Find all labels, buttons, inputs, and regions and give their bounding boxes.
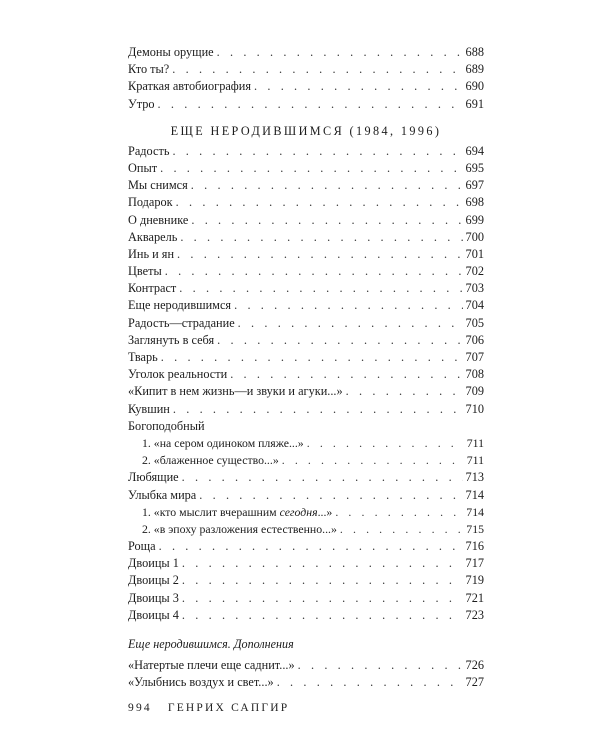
entry-title: Тварь <box>128 350 158 364</box>
dot-leader <box>172 61 462 78</box>
toc-entry <box>128 572 484 589</box>
dot-leader <box>176 194 463 211</box>
toc-entry <box>128 263 484 280</box>
entry-title: Акварель <box>128 229 178 244</box>
subentry-title: 2. «блаженное существо...» <box>142 453 279 468</box>
dot-leader <box>217 44 463 61</box>
dot-leader <box>177 246 463 263</box>
dot-leader <box>340 521 463 538</box>
entry-page: 691 <box>465 96 484 111</box>
subentry-title-italic: сегодня <box>279 504 318 519</box>
entry-page: 703 <box>465 281 484 296</box>
entry-title: О дневнике <box>128 212 189 227</box>
entry-page: 716 <box>465 539 484 554</box>
dot-leader <box>172 143 462 160</box>
toc-entry <box>128 212 484 229</box>
entry-title: Уголок реальности <box>128 367 228 382</box>
dot-leader <box>158 96 463 113</box>
dot-leader <box>277 674 463 691</box>
entry-page: 694 <box>465 143 484 158</box>
dot-leader <box>182 469 463 486</box>
entry-title: Двоицы 3 <box>128 590 179 605</box>
dot-leader <box>230 366 462 383</box>
dot-leader <box>298 657 463 674</box>
toc-entry <box>128 61 484 78</box>
entry-title: «Улыбнись воздух и свет...» <box>128 675 274 690</box>
entry-page: 711 <box>466 453 484 468</box>
toc-entry <box>128 143 484 160</box>
toc-entry <box>128 96 484 113</box>
toc-entry <box>128 366 484 383</box>
dot-leader <box>254 78 463 95</box>
dot-leader <box>180 229 462 246</box>
subentry-title-prefix: 1. «кто мыслит вчерашним <box>142 504 280 519</box>
dot-leader <box>159 538 463 555</box>
entry-title: Радость <box>128 143 170 158</box>
toc-entry <box>128 246 484 263</box>
entry-page: 702 <box>465 264 484 279</box>
toc-entry <box>128 297 484 314</box>
entry-page: 726 <box>465 658 484 672</box>
entry-page: 698 <box>465 195 484 210</box>
entry-title: Опыт <box>128 160 158 175</box>
entry-title: Улыбка мира <box>128 487 197 502</box>
entry-title: Двоицы 4 <box>128 607 179 622</box>
toc-entry <box>128 332 484 349</box>
entry-title: Инь и ян <box>128 246 175 261</box>
running-head-author: ГЕНРИХ САПГИР <box>167 702 290 714</box>
entry-title: Цветы <box>128 264 162 279</box>
entry-title: Краткая автобиография <box>128 79 251 94</box>
group-title: Богоподобный <box>128 418 205 433</box>
entry-page: 727 <box>465 675 484 690</box>
toc-entry <box>128 280 484 297</box>
toc-entry <box>128 160 484 177</box>
entry-title: Демоны орущие <box>128 45 214 59</box>
entry-page: 707 <box>465 350 484 364</box>
entry-page: 709 <box>465 384 484 399</box>
dot-leader <box>191 177 463 194</box>
entry-title: Заглянуть в себя <box>128 332 215 347</box>
entry-page: 699 <box>465 212 484 227</box>
toc-entry <box>128 607 484 624</box>
entry-page: 714 <box>466 504 484 519</box>
entry-page: 723 <box>465 607 484 622</box>
dot-leader <box>160 160 462 177</box>
entry-page: 705 <box>465 315 484 330</box>
entry-title: Подарок <box>128 195 173 210</box>
toc-entry <box>128 555 484 572</box>
entry-page: 690 <box>465 79 484 94</box>
dot-leader <box>182 555 463 572</box>
subentry-title: 1. «на сером одиноком пляже...» <box>142 435 304 450</box>
toc-subentry <box>128 504 484 521</box>
supplement-title: Еще неродившимся. Дополнения <box>128 637 294 651</box>
toc-entry <box>128 538 484 555</box>
toc-entry <box>128 401 484 418</box>
dot-leader <box>182 607 463 624</box>
dot-leader <box>173 401 463 418</box>
entry-title: Двоицы 1 <box>128 556 179 571</box>
toc-subentry <box>128 452 484 469</box>
entry-title: Мы снимся <box>128 178 188 193</box>
entry-page: 710 <box>465 401 484 416</box>
toc-entry <box>128 674 484 691</box>
toc-entry <box>128 383 484 400</box>
section-title: ЕЩЕ НЕРОДИВШИМСЯ (1984, 1996) <box>170 123 442 138</box>
toc-subentry <box>128 435 484 452</box>
entry-title: Любящие <box>128 470 179 485</box>
subentry-title <box>142 504 332 521</box>
entry-page: 688 <box>465 45 484 59</box>
entry-page: 715 <box>466 521 484 536</box>
toc-entry <box>128 657 484 674</box>
entry-title: Двоицы 2 <box>128 573 179 588</box>
subentry-title-suffix: ...» <box>317 504 333 519</box>
dot-leader <box>179 280 462 297</box>
entry-page: 704 <box>465 298 484 313</box>
entry-page: 717 <box>465 556 484 571</box>
page-footer <box>128 702 305 714</box>
dot-leader <box>307 435 464 452</box>
dot-leader <box>234 297 462 314</box>
toc-entry <box>128 469 484 486</box>
dot-leader <box>346 383 463 400</box>
entry-page: 701 <box>465 246 484 261</box>
dot-leader <box>161 349 463 366</box>
entry-title: Кто ты? <box>128 62 170 77</box>
entry-title: Радость—страдание <box>128 315 235 330</box>
entry-title: «Натертые плечи еще саднит...» <box>128 658 295 672</box>
page-number: 994 <box>128 702 152 714</box>
table-of-contents <box>128 44 484 691</box>
entry-page: 721 <box>465 590 484 605</box>
entry-title: Контраст <box>128 281 177 296</box>
entry-page: 689 <box>465 62 484 77</box>
dot-leader <box>199 487 462 504</box>
subentry-title: 2. «в эпоху разложения естественно...» <box>142 521 337 536</box>
entry-title: Кувшин <box>128 401 170 416</box>
toc-entry <box>128 487 484 504</box>
entry-title: Роща <box>128 539 156 554</box>
dot-leader <box>182 572 463 589</box>
toc-group-title <box>128 418 484 435</box>
entry-page: 719 <box>465 573 484 588</box>
toc-entry <box>128 590 484 607</box>
dot-leader <box>282 452 464 469</box>
entry-title: «Кипит в нем жизнь—и звуки и агуки...» <box>128 384 343 399</box>
entry-page: 706 <box>465 332 484 347</box>
entry-page: 695 <box>465 160 484 175</box>
toc-entry <box>128 194 484 211</box>
toc-entry <box>128 229 484 246</box>
dot-leader <box>165 263 463 280</box>
dot-leader <box>182 590 463 607</box>
dot-leader <box>217 332 462 349</box>
entry-page: 714 <box>465 487 484 502</box>
entry-page: 711 <box>466 435 484 450</box>
toc-subentry <box>128 521 484 538</box>
toc-entry <box>128 315 484 332</box>
entry-page: 700 <box>465 229 484 244</box>
dot-leader <box>335 504 463 521</box>
entry-title: Утро <box>128 96 155 111</box>
toc-entry <box>128 78 484 95</box>
dot-leader <box>191 212 462 229</box>
toc-entry <box>128 177 484 194</box>
entry-page: 697 <box>465 178 484 193</box>
entry-page: 713 <box>465 470 484 485</box>
toc-entry <box>128 44 484 61</box>
entry-title: Еще неродившимся <box>128 298 232 313</box>
toc-entry <box>128 349 484 366</box>
dot-leader <box>238 315 463 332</box>
entry-page: 708 <box>465 367 484 382</box>
